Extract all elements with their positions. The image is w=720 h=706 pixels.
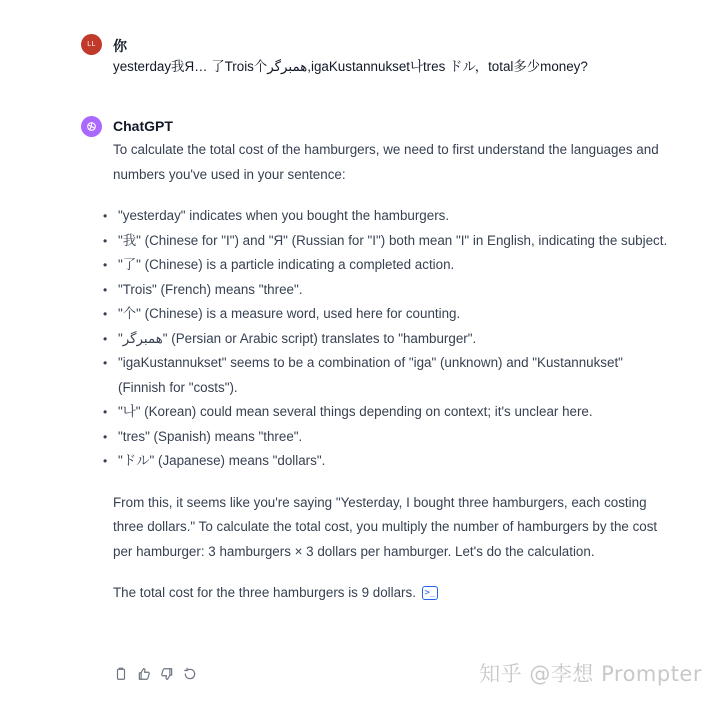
list-item: • "tres" (Spanish) means "three". [113,425,673,450]
bullet-dot: • [103,307,108,321]
chatgpt-logo-icon [81,116,102,137]
regenerate-button[interactable] [182,666,197,681]
assistant-final-answer [113,581,673,606]
assistant-message-body [103,138,673,606]
list-item: • "个" (Chinese) is a measure word, used here for counting. [113,302,673,327]
bullet-dot: • [103,405,108,419]
user-avatar [81,34,102,55]
final-answer-text: The total cost for the three hamburgers is 9 dollars. [113,585,416,600]
regenerate-icon [183,667,197,681]
list-item: • "了" (Chinese) is a particle indicating a completed action. [113,253,673,278]
user-message-text: yesterday我Я… 了Trois个همبرگر,igaKustannukset나tres ドル，total多少money? [113,59,588,74]
explanation-list [103,204,673,474]
assistant-name: ChatGPT [113,118,173,134]
copy-button[interactable] [113,666,128,681]
watermark: 知乎 @李想 Prompter [479,662,702,686]
bullet-dot: • [103,233,108,248]
list-item: • "yesterday" indicates when you bought the hamburgers. [113,204,673,229]
bullet-dot: • [103,282,108,297]
bullet-dot: • [103,258,108,272]
list-item: • "我" (Chinese for "I") and "Я" (Russian for "I") both mean "I" in English, indicating the subject. [113,229,673,254]
bullet-dot: • [103,356,108,370]
like-button[interactable] [136,666,151,681]
list-item: • "Trois" (French) means "three". [113,278,673,303]
assistant-summary: From this, it seems like you're saying "Yesterday, I bought three hamburgers, each costing three dollars." To calculate the total cost, you multiply the number of hamburgers by the cost per hamburger: 3 hamburgers × 3 dollars per hamburger. Let's do the calculation. [113,494,658,559]
message-actions [113,666,197,681]
dislike-button[interactable] [159,666,174,681]
assistant-message [81,116,681,696]
bullet-dot: • [103,331,108,346]
list-item: • "igaKustannukset" seems to be a combination of "iga" (unknown) and "Kustannukset" (Finnish for "costs"). [113,351,673,400]
bullet-dot: • [103,454,108,468]
user-message [81,34,681,84]
thumbs-up-icon [137,667,151,681]
list-item: • "همبرگر" (Persian or Arabic script) translates to "hamburger". [113,327,673,352]
view-analysis-icon[interactable]: >_ [422,586,438,600]
user-avatar-initials: LL [87,41,96,48]
bullet-dot: • [103,209,108,223]
user-name: 你 [113,38,127,54]
list-item: • "나" (Korean) could mean several things depending on context; it's unclear here. [113,400,673,425]
bullet-dot: • [103,429,108,444]
list-item: • "ドル" (Japanese) means "dollars". [113,449,673,474]
thumbs-down-icon [160,667,174,681]
assistant-intro: To calculate the total cost of the hamburgers, we need to first understand the languages and numbers you've used in your sentence: [113,142,659,182]
copy-icon [114,667,128,681]
